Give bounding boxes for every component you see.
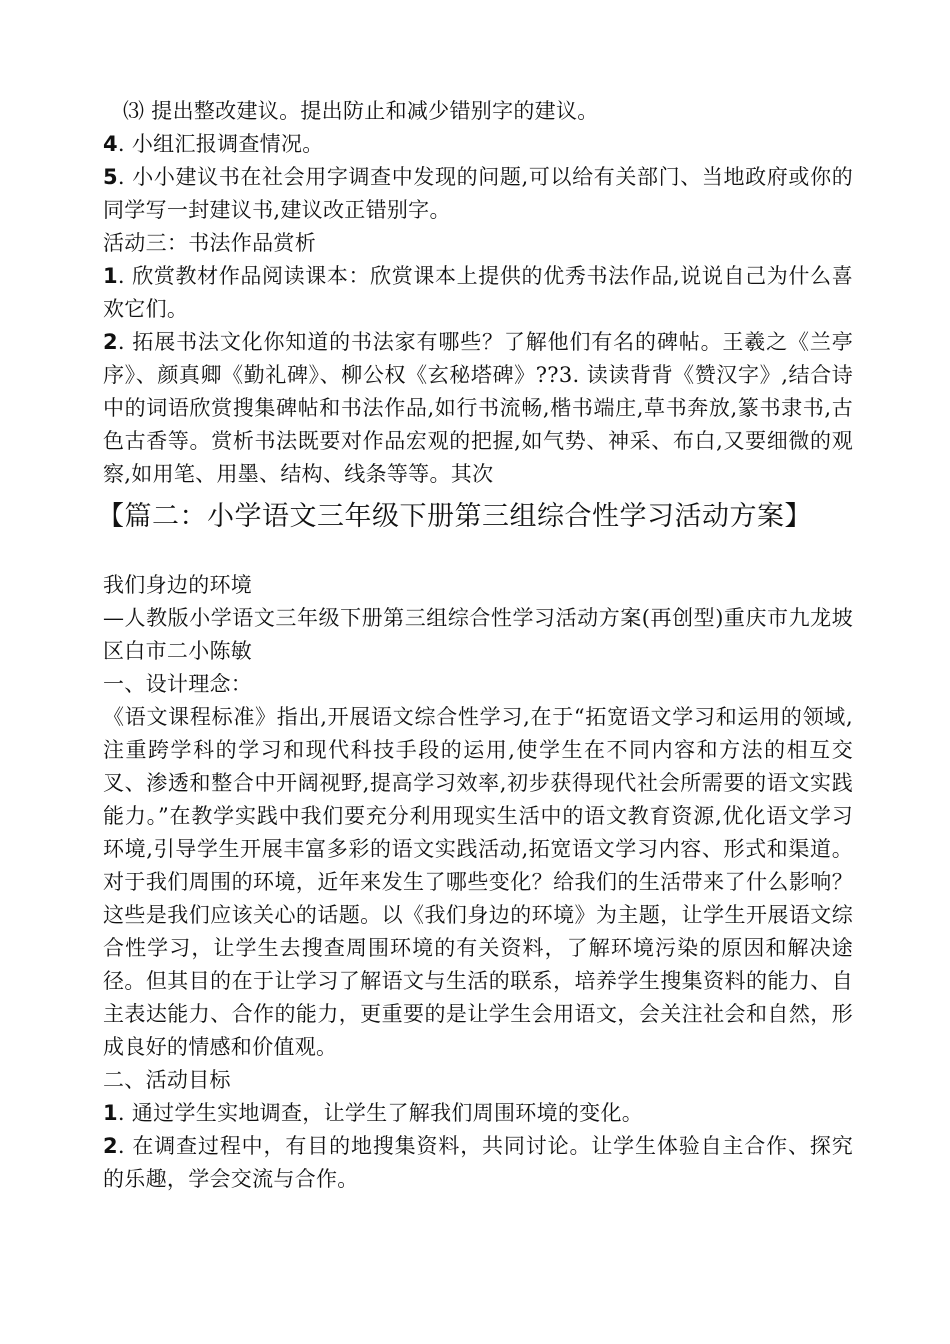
item-number: 2 (103, 330, 118, 354)
list-item-2: 2. 拓展书法文化你知道的书法家有哪些？了解他们有名的碑帖。王羲之《兰亭序》、颜真卿《勤礼碑》、柳公权《玄秘塔碑》??3. 读读背背《赞汉字》,结合诗中的词语欣赏搜集碑帖和书法作品,如行书流畅,楷书端庄,草书奔放,篆书隶书,古色古香等。赏析书法既要对作品宏观的把握,如气势、神采、布白,又要细微的观察,如用笔、用墨、结构、线条等等。其次 (103, 330, 853, 486)
list-item-1: 1. 欣赏教材作品阅读课本：欣赏课本上提供的优秀书法作品,说说自己为什么喜欢它们。 (103, 264, 853, 321)
list-item-5: 5. 小小建议书在社会用字调查中发现的问题,可以给有关部门、当地政府或你的同学写一封建议书,建议改正错别字。 (103, 165, 853, 222)
goal-item-2: 2. 在调查过程中，有目的地搜集资料，共同讨论。让学生体验自主合作、探究的乐趣，学会交流与合作。 (103, 1134, 853, 1191)
item-number: 1 (103, 1101, 118, 1125)
list-item-4: 4. 小组汇报调查情况。 (103, 132, 324, 156)
section-heading-design: 一、设计理念： (103, 672, 253, 696)
section-heading-activity-3: 活动三：书法作品赏析 (103, 231, 316, 255)
item-number: 4 (103, 132, 118, 156)
item-number: 1 (103, 264, 118, 288)
subtitle: 我们身边的环境 (103, 573, 253, 597)
section-heading-goals: 二、活动目标 (103, 1068, 231, 1092)
document-page (97, 95, 853, 1196)
paragraph-item-3: ⑶ 提出整改建议。提出防止和减少错别字的建议。 (123, 99, 599, 123)
item-number: 2 (103, 1134, 118, 1158)
item-number: 5 (103, 165, 118, 189)
article-title: 【篇二：小学语文三年级下册第三组综合性学习活动方案】 (97, 501, 812, 532)
byline: —人教版小学语文三年级下册第三组综合性学习活动方案(再创型)重庆市九龙坡区白市二小陈敏 (103, 606, 853, 663)
goal-item-1: 1. 通过学生实地调查，让学生了解我们周围环境的变化。 (103, 1101, 644, 1125)
body-paragraph: 《语文课程标准》指出,开展语文综合性学习,在于“拓宽语文学习和运用的领域,注重跨学科的学习和现代科技手段的运用,使学生在不同内容和方法的相互交叉、渗透和整合中开阔视野,提高学习效率,初步获得现代社会所需要的语文实践能力。”在教学实践中我们要充分利用现实生活中的语文教育资源,优化语文学习环境,引导学生开展丰富多彩的语文实践活动,拓宽语文学习内容、形式和渠道。对于我们周围的环境，近年来发生了哪些变化？给我们的生活带来了什么影响？这些是我们应该关心的话题。以《我们身边的环境》为主题，让学生开展语文综合性学习，让学生去搜查周围环境的有关资料，了解环境污染的原因和解决途径。但其目的在于让学习了解语文与生活的联系，培养学生搜集资料的能力、自主表达能力、合作的能力，更重要的是让学生会用语文，会关注社会和自然，形成良好的情感和价值观。 (103, 705, 853, 1059)
